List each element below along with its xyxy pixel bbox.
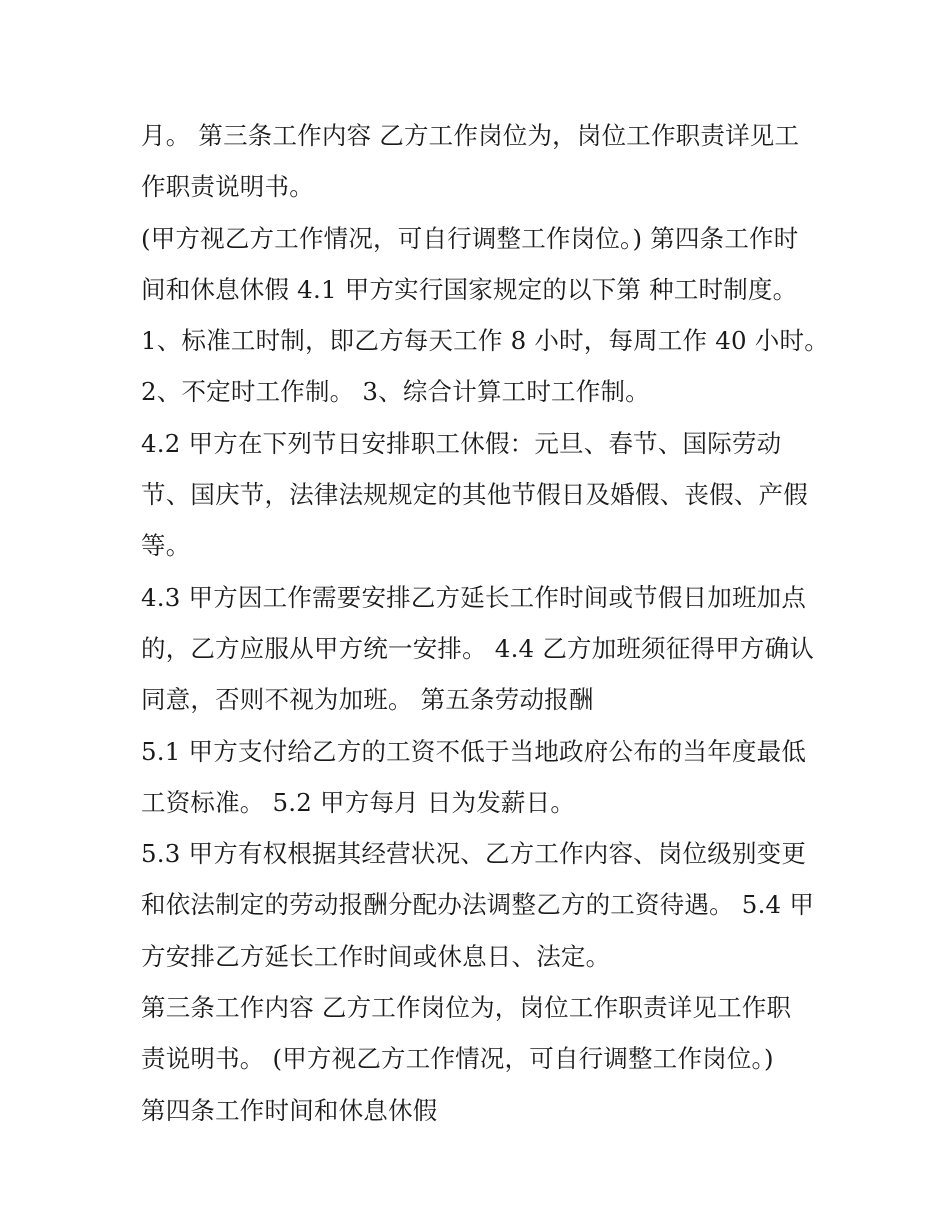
text-line: 责说明书。 (甲方视乙方工作情况，可自行调整工作岗位。) [141, 1044, 774, 1074]
text-line: 和依法制定的劳动报酬分配办法调整乙方的工资待遇。 5.4 甲 [141, 890, 815, 920]
text-line: 等。 [141, 531, 191, 561]
text-line: 节、国庆节，法律法规规定的其他节假日及婚假、丧假、产假 [141, 480, 808, 510]
text-line: 间和休息休假 4.1 甲方实行国家规定的以下第 种工时制度。 [141, 274, 798, 304]
text-line: 工资标准。 5.2 甲方每月 日为发薪日。 [141, 787, 576, 817]
text-line: 作职责说明书。 [141, 172, 314, 202]
text-line: (甲方视乙方工作情况，可自行调整工作岗位。) 第四条工作时 [141, 223, 799, 253]
text-line: 4.3 甲方因工作需要安排乙方延长工作时间或节假日加班加点 [141, 582, 807, 612]
text-line: 的，乙方应服从甲方统一安排。 4.4 乙方加班须征得甲方确认 [141, 633, 815, 663]
text-line: 同意，否则不视为加班。 第五条劳动报酬 [141, 685, 594, 715]
text-line: 5.1 甲方支付给乙方的工资不低于当地政府公布的当年度最低 [141, 736, 807, 766]
text-line: 第四条工作时间和休息休假 [141, 1095, 438, 1125]
text-line: 月。 第三条工作内容 乙方工作岗位为，岗位工作职责详见工 [141, 121, 800, 150]
contract-text-body [141, 110, 831, 1136]
text-line: 4.2 甲方在下列节日安排职工休假：元旦、春节、国际劳动 [141, 428, 782, 458]
text-line: 方安排乙方延长工作时间或休息日、法定。 [141, 941, 611, 971]
text-line: 2、不定时工作制。 3、综合计算工时工作制。 [141, 377, 650, 407]
text-line: 第三条工作内容 乙方工作岗位为，岗位工作职责详见工作职 [141, 993, 792, 1023]
text-line: 5.3 甲方有权根据其经营状况、乙方工作内容、岗位级别变更 [141, 839, 807, 869]
text-line: 1、标准工时制，即乙方每天工作 8 小时，每周工作 40 小时。 [141, 326, 829, 356]
